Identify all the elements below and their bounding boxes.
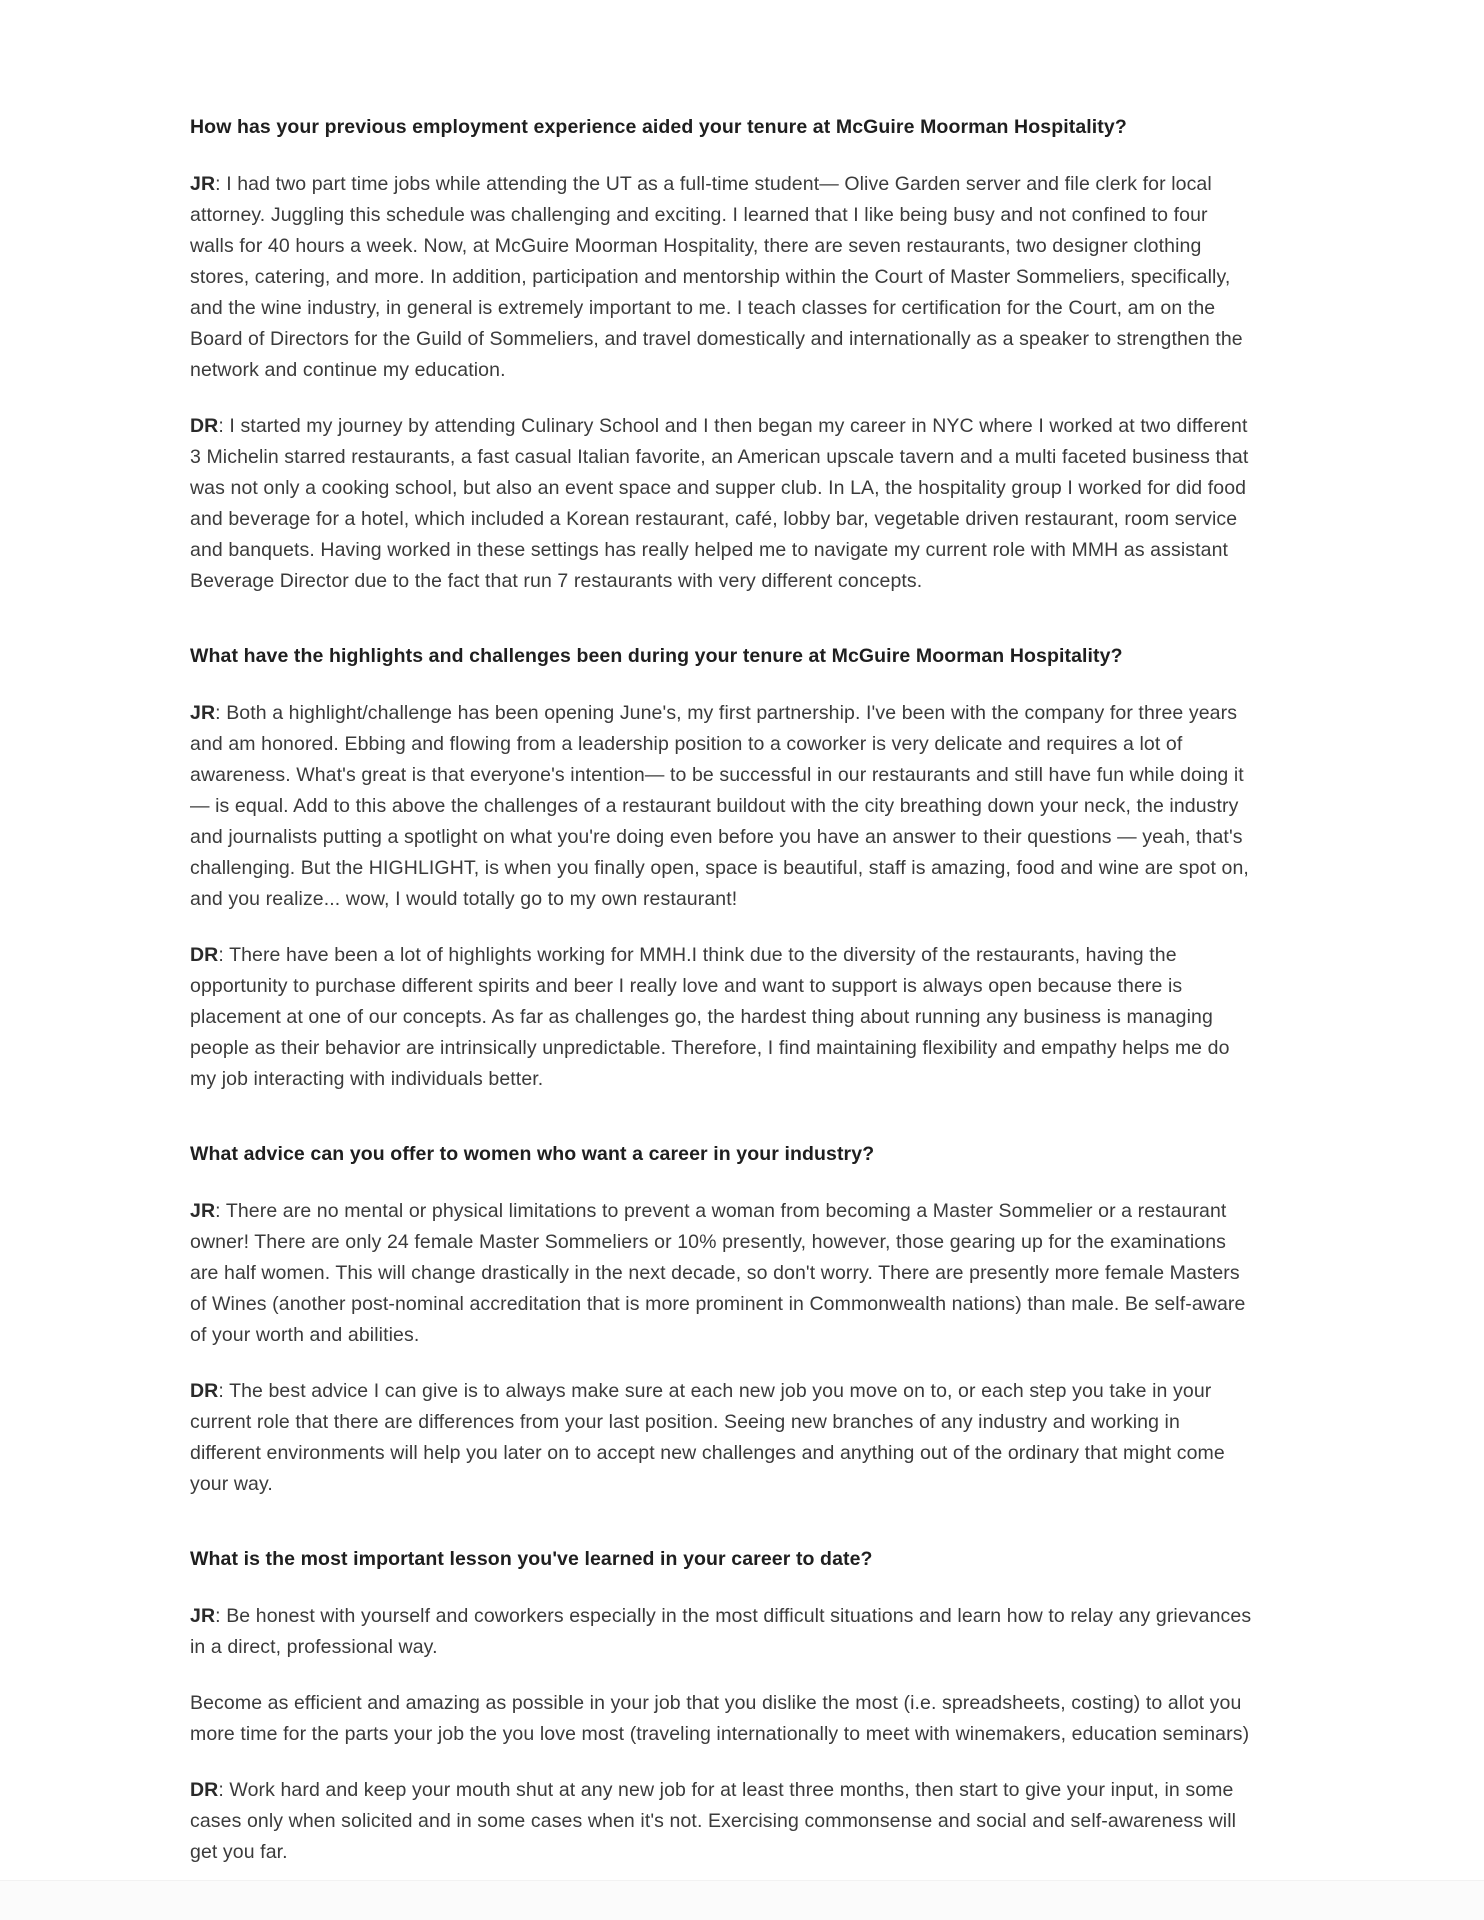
- answer-paragraph-dr-2: [190, 940, 1252, 1095]
- question-heading-3: What advice can you offer to women who want a career in your industry?: [190, 1143, 875, 1165]
- speaker-label: DR: [190, 1380, 219, 1402]
- speaker-separator: :: [218, 1779, 230, 1801]
- answer-paragraph-jr-4: [190, 1601, 1252, 1663]
- answer-text: Be honest with yourself and coworkers especially in the most difficult situations and learn how to relay any grievances in a direct, professional way.: [190, 1605, 1252, 1658]
- answer-text: Work hard and keep your mouth shut at any new job for at least three months, then start to give your input, in some cases only when solicited and in some cases when it's not. Exercising commonsense and social and self-awareness will get you far.: [190, 1779, 1237, 1863]
- answer-text: There have been a lot of highlights working for MMH.I think due to the diversity of the restaurants, having the opportunity to purchase different spirits and beer I really love and want to support is always open because there is placement at one of our concepts. As far as challenges go, the hardest thing about running any business is managing people as their behavior are intrinsically unpredictable. Therefore, I find maintaining flexibility and empathy helps me do my job interacting with individuals better.: [190, 944, 1230, 1090]
- answer-text: Both a highlight/challenge has been opening June's, my first partnership. I've been with the company for three years and am honored. Ebbing and flowing from a leadership position to a coworker is very delicate and requires a lot of awareness. What's great is that everyone's intention— to be successful in our restaurants and still have fun while doing it— is equal. Add to this above the challenges of a restaurant buildout with the city breathing down your neck, the industry and journalists putting a spotlight on what you're doing even before you have an answer to their questions — yeah, that's challenging. But the HIGHLIGHT, is when you finally open, space is beautiful, staff is amazing, food and wine are spot on, and you realize... wow, I would totally go to my own restaurant!: [190, 702, 1249, 910]
- speaker-label: DR: [190, 944, 219, 966]
- speaker-label: JR: [190, 173, 216, 195]
- answer-paragraph-dr-4: [190, 1775, 1252, 1868]
- answer-paragraph-dr-3: [190, 1376, 1252, 1500]
- question-heading-2: What have the highlights and challenges been during your tenure at McGuire Moorman Hospitality?: [190, 645, 1123, 667]
- answer-paragraph-jr-1: [190, 169, 1252, 386]
- answer-text: I had two part time jobs while attending the UT as a full-time student— Olive Garden server and file clerk for local attorney. Juggling this schedule was challenging and exciting. I learned that I like being busy and not confined to four walls for 40 hours a week. Now, at McGuire Moorman Hospitality, there are seven restaurants, two designer clothing stores, catering, and more. In addition, participation and mentorship within the Court of Master Sommeliers, specifically, and the wine industry, in general is extremely important to me. I teach classes for certification for the Court, am on the Board of Directors for the Guild of Sommeliers, and travel domestically and internationally as a speaker to strengthen the network and continue my education.: [190, 173, 1243, 381]
- speaker-separator: :: [218, 1380, 230, 1402]
- speaker-label: JR: [190, 1605, 216, 1627]
- speaker-separator: :: [215, 1605, 227, 1627]
- page-bottom-band: [0, 1880, 1484, 1920]
- speaker-separator: :: [215, 1200, 226, 1222]
- answer-paragraph-dr-1: [190, 411, 1252, 597]
- speaker-label: DR: [190, 415, 219, 437]
- speaker-separator: :: [218, 944, 230, 966]
- question-heading-4: What is the most important lesson you've learned in your career to date?: [190, 1548, 873, 1570]
- answer-text: Become as efficient and amazing as possible in your job that you dislike the most (i.e. spreadsheets, costing) to allot you more time for the parts your job the you love most (traveling internationally to meet with winemakers, education seminars): [190, 1692, 1250, 1745]
- answer-text: There are no mental or physical limitations to prevent a woman from becoming a Master Sommelier or a restaurant owner! There are only 24 female Master Sommeliers or 10% presently, however, those gearing up for the examinations are half women. This will change drastically in the next decade, so don't worry. There are presently more female Masters of Wines (another post-nominal accreditation that is more prominent in Commonwealth nations) than male. Be self-aware of your worth and abilities.: [190, 1200, 1246, 1346]
- speaker-label: DR: [190, 1779, 219, 1801]
- interview-article: [190, 0, 1252, 1893]
- speaker-separator: :: [215, 702, 227, 724]
- question-heading-1: How has your previous employment experience aided your tenure at McGuire Moorman Hospitality?: [190, 116, 1127, 138]
- speaker-label: JR: [190, 1200, 216, 1222]
- speaker-label: JR: [190, 702, 216, 724]
- answer-paragraph-jr-2: [190, 698, 1252, 915]
- answer-text: The best advice I can give is to always make sure at each new job you move on to, or each step you take in your current role that there are differences from your last position. Seeing new branches of any industry and working in different environments will help you later on to accept new challenges and anything out of the ordinary that might come your way.: [190, 1380, 1225, 1495]
- answer-paragraph-continuation: [190, 1688, 1252, 1750]
- answer-text: I started my journey by attending Culinary School and I then began my career in NYC where I worked at two different 3 Michelin starred restaurants, a fast casual Italian favorite, an American upscale tavern and a multi faceted business that was not only a cooking school, but also an event space and supper club. In LA, the hospitality group I worked for did food and beverage for a hotel, which included a Korean restaurant, café, lobby bar, vegetable driven restaurant, room service and banquets. Having worked in these settings has really helped me to navigate my current role with MMH as assistant Beverage Director due to the fact that run 7 restaurants with very different concepts.: [190, 415, 1249, 592]
- speaker-separator: :: [218, 415, 230, 437]
- speaker-separator: :: [215, 173, 227, 195]
- answer-paragraph-jr-3: [190, 1196, 1252, 1351]
